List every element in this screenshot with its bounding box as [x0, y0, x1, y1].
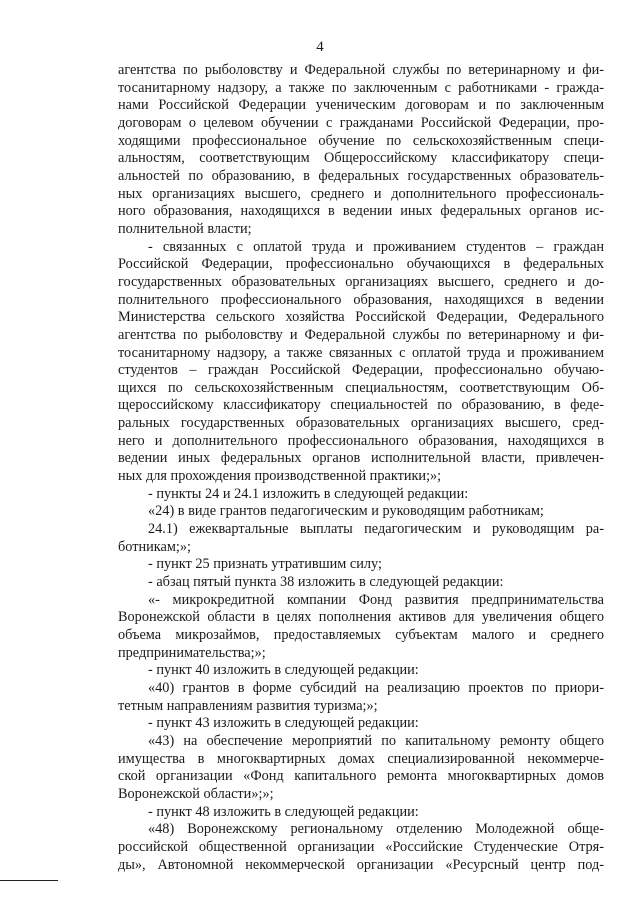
text-line: - пункт 48 изложить в следующей редакции:: [148, 803, 419, 820]
text-line: «- микрокредитной компании Фонд развития предпринимательства: [148, 591, 604, 608]
text-line: Воронежской области»;»;: [118, 785, 274, 802]
text-line: ской организации «Фонд капитального ремонта многоквартирных домов: [118, 768, 604, 785]
text-line: «48) Воронежскому региональному отделению Молодежной обще-: [148, 821, 604, 838]
text-line: полнительной власти;: [118, 220, 252, 237]
text-line: «24) в виде грантов педагогическим и руководящим работникам;: [148, 503, 544, 520]
text-line: Воронежской области в целях пополнения активов для увеличения общего: [118, 609, 604, 626]
text-line: ных для прохождения производственной практики;»;: [118, 468, 442, 485]
text-line: студентов – граждан Российской Федерации, профессионально обучаю-: [118, 362, 604, 379]
text-line: ных организациях высшего, среднего и дополнительного профессиональ-: [118, 185, 604, 202]
text-line: щихся по сельскохозяйственным специальностям, соответствующим Об-: [118, 379, 604, 396]
page-number: 4: [316, 39, 324, 55]
text-line: 24.1) ежеквартальные выплаты педагогическим и руководящим ра-: [148, 521, 604, 538]
text-line: договорам о целевом обучении с гражданами Российской Федерации, про-: [118, 114, 604, 131]
text-line: ного образования, находящихся в ведении иных федеральных органов ис-: [118, 203, 604, 220]
text-line: государственных образовательных организациях высшего, среднего и до-: [118, 273, 604, 290]
text-line: - пункт 25 признать утратившим силу;: [148, 556, 382, 573]
text-line: предпринимательства;»;: [118, 644, 266, 661]
text-line: объема микрозаймов, предоставляемых субъектам малого и среднего: [118, 627, 604, 643]
text-line: нами Российской Федерации ученическим договорам и по заключенным: [118, 97, 604, 114]
text-line: агентства по рыболовству и Федеральной службы по ветеринарному и фи-: [118, 62, 604, 78]
text-line: - связанных с оплатой труда и проживанием студентов – граждан: [148, 238, 604, 255]
text-line: альностей по образованию, в федеральных государственных образователь-: [118, 167, 604, 184]
text-line: тосанитарному надзору, а также по заключенным с работниками - гражда-: [118, 79, 604, 96]
text-line: - пункты 24 и 24.1 изложить в следующей редакции:: [148, 485, 469, 502]
footnote-rule: [0, 880, 58, 881]
text-line: альностям, соответствующим Общероссийскому классификатору специ-: [118, 150, 604, 167]
text-line: него и дополнительного профессионального образования, находящихся в: [118, 432, 604, 449]
text-line: тосанитарному надзору, а также связанных с оплатой труда и проживанием: [118, 344, 604, 361]
text-line: - абзац пятый пункта 38 изложить в следующей редакции:: [148, 574, 504, 591]
text-line: российской общественной организации «Российские Студенческие Отря-: [118, 838, 604, 855]
text-line: полнительного профессионального образования, находящихся в ведении: [118, 291, 604, 308]
text-line: Российской Федерации, профессионально обучающихся в федеральных: [118, 256, 604, 273]
text-line: тетным направлениям развития туризма;»;: [118, 697, 378, 714]
text-line: - пункт 40 изложить в следующей редакции:: [148, 662, 419, 679]
document-body: [118, 62, 604, 874]
text-line: «40) грантов в форме субсидий на реализацию проектов по приори-: [148, 679, 604, 696]
text-line: щероссийскому классификатору специальностей по образованию, в феде-: [118, 397, 604, 414]
text-line: ботникам;»;: [118, 538, 191, 555]
text-line: - пункт 43 изложить в следующей редакции:: [148, 715, 419, 732]
text-line: агентства по рыболовству и Федеральной службы по ветеринарному и фи-: [118, 326, 604, 343]
text-line: ральных государственных образовательных организациях высшего, сред-: [118, 415, 604, 432]
text-line: «43) на обеспечение мероприятий по капитальному ремонту общего: [148, 732, 604, 749]
text-line: ходящими профессиональное обучение по сельскохозяйственным специ-: [118, 132, 604, 149]
text-line: ведении иных федеральных органов исполнительной власти, привлечен-: [118, 450, 604, 467]
text-line: имущества в многоквартирных домах специализированной некоммерче-: [118, 750, 604, 767]
text-line: Министерства сельского хозяйства Российской Федерации, Федерального: [118, 309, 604, 326]
text-line: ды», Автономной некоммерческой организации «Ресурсный центр под-: [118, 856, 604, 873]
